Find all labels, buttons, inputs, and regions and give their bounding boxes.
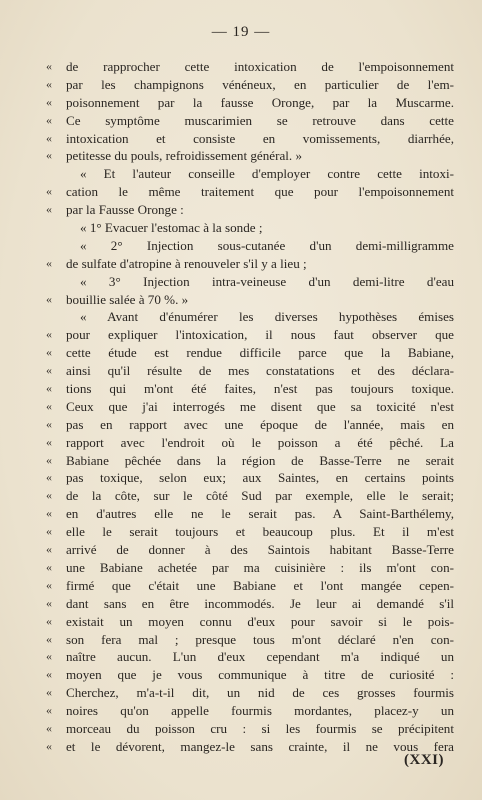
text-line: « de la côte, sur le côté Sud par exemple, elle le serait; (46, 488, 454, 504)
margin-quote: « (46, 738, 52, 753)
margin-quote: « (46, 434, 52, 449)
margin-quote: « (46, 667, 52, 682)
margin-quote: « (46, 452, 52, 467)
text-line: « dant sans en être incommodés. Je leur ai demandé s'il (46, 595, 454, 611)
text-line: « de sulfate d'atropine à renouveler s'il y a lieu ; (46, 255, 307, 271)
body-text (46, 58, 454, 756)
margin-quote: « (46, 184, 52, 199)
margin-quote: « (46, 720, 52, 735)
margin-quote: « (46, 703, 52, 718)
margin-quote: « (46, 416, 52, 431)
text-line: « 3° Injection intra-veineuse d'un demi-litre d'eau (80, 273, 454, 289)
margin-quote: « (46, 76, 52, 91)
text-line: « pas en rapport avec une époque de l'année, mais en (46, 416, 454, 432)
margin-quote: « (46, 291, 52, 306)
margin-quote: « (46, 148, 52, 163)
text-line: « tions qui m'ont été faites, n'est pas toujours toxique. (46, 381, 454, 397)
margin-quote: « (46, 130, 52, 145)
text-line: « en d'autres elle ne le serait pas. A Saint-Barthélemy, (46, 506, 454, 522)
margin-quote: « (46, 345, 52, 360)
text-line: « morceau du poisson cru : si les fourmis se précipitent (46, 720, 454, 736)
text-line: « ainsi qu'il résulte de mes constatations et des déclara- (46, 363, 454, 379)
text-line: « Cherchez, m'a-t-il dit, un nid de ces grosses fourmis (46, 685, 454, 701)
text-line: « cation le même traitement que pour l'empoisonnement (46, 184, 454, 200)
margin-quote: « (46, 488, 52, 503)
text-line: « Babiane pêchée dans la région de Basse-Terre ne serait (46, 452, 454, 468)
text-line: « Avant d'énumérer les diverses hypothèses émises (80, 309, 454, 325)
margin-quote: « (46, 506, 52, 521)
margin-quote: « (46, 381, 52, 396)
text-line: « de rapprocher cette intoxication de l'empoisonnement (46, 59, 454, 74)
text-line: « par les champignons vénéneux, en particulier de l'em- (46, 76, 454, 92)
text-line: « naître aucun. L'un d'eux cependant m'a indiqué un (46, 649, 454, 665)
text-line: « Et l'auteur conseille d'employer contre cette intoxi- (80, 166, 454, 182)
text-line: « poisonnement par la fausse Oronge, par la Muscarme. (46, 94, 454, 110)
margin-quote: « (46, 595, 52, 610)
text-line: « arrivé de donner à des Saintois habitant Basse-Terre (46, 542, 454, 558)
signature-mark: (XXI) (404, 752, 444, 768)
text-line: « 1° Evacuer l'estomac à la sonde ; (80, 220, 263, 236)
margin-quote: « (46, 577, 52, 592)
margin-quote: « (46, 613, 52, 628)
text-line: « une Babiane achetée par ma cuisinière : ils m'ont con- (46, 559, 454, 575)
text-line: « rapport avec l'endroit où le poisson a été pêché. La (46, 434, 454, 450)
margin-quote: « (46, 559, 52, 574)
text-line: « noires qu'on appelle fourmis mordantes, placez-y un (46, 703, 454, 719)
text-line: « Ce symptôme muscarimien se retrouve dans cette (46, 112, 454, 128)
margin-quote: « (46, 94, 52, 109)
text-line: « existait un moyen connu d'eux pour savoir si le pois- (46, 613, 454, 629)
text-line: « pas toxique, selon eux; aux Saintes, en certains points (46, 470, 454, 486)
margin-quote: « (46, 524, 52, 539)
margin-quote: « (46, 685, 52, 700)
margin-quote: « (46, 398, 52, 413)
text-line: « cette étude est rendue difficile parce que la Babiane, (46, 345, 454, 361)
text-line: « moyen que je vous communique à titre de curiosité : (46, 667, 454, 683)
text-line: « elle le serait toujours et beaucoup plus. Et il m'est (46, 524, 454, 540)
margin-quote: « (46, 202, 52, 217)
margin-quote: « (46, 649, 52, 664)
margin-quote: « (46, 470, 52, 485)
margin-quote: « (46, 363, 52, 378)
page-number: — 19 — (211, 24, 271, 40)
text-line: « intoxication et consiste en vomissements, diarrhée, (46, 130, 454, 146)
margin-quote: « (46, 327, 52, 342)
text-line: « pour expliquer l'intoxication, il nous faut observer que (46, 327, 454, 343)
margin-quote: « (46, 255, 52, 270)
text-line: « et le dévorent, mangez-le sans crainte, il ne vous fera (46, 738, 454, 754)
text-line: « bouillie salée à 70 %. » (46, 291, 189, 307)
margin-quote: « (46, 542, 52, 557)
text-line: « 2° Injection sous-cutanée d'un demi-milligramme (80, 237, 454, 253)
margin-quote: « (46, 631, 52, 646)
text-line: « Ceux que j'ai interrogés me disent que sa toxicité n'est (46, 398, 454, 414)
text-line: « par la Fausse Oronge : (46, 202, 184, 218)
text-line: « son fera mal ; presque tous m'ont déclaré n'en con- (46, 631, 454, 647)
margin-quote: « (46, 112, 52, 127)
text-line: « firmé que c'était une Babiane et l'ont mangée cepen- (46, 577, 454, 593)
margin-quote: « (46, 59, 52, 73)
text-line: « petitesse du pouls, refroidissement général. » (46, 148, 302, 164)
